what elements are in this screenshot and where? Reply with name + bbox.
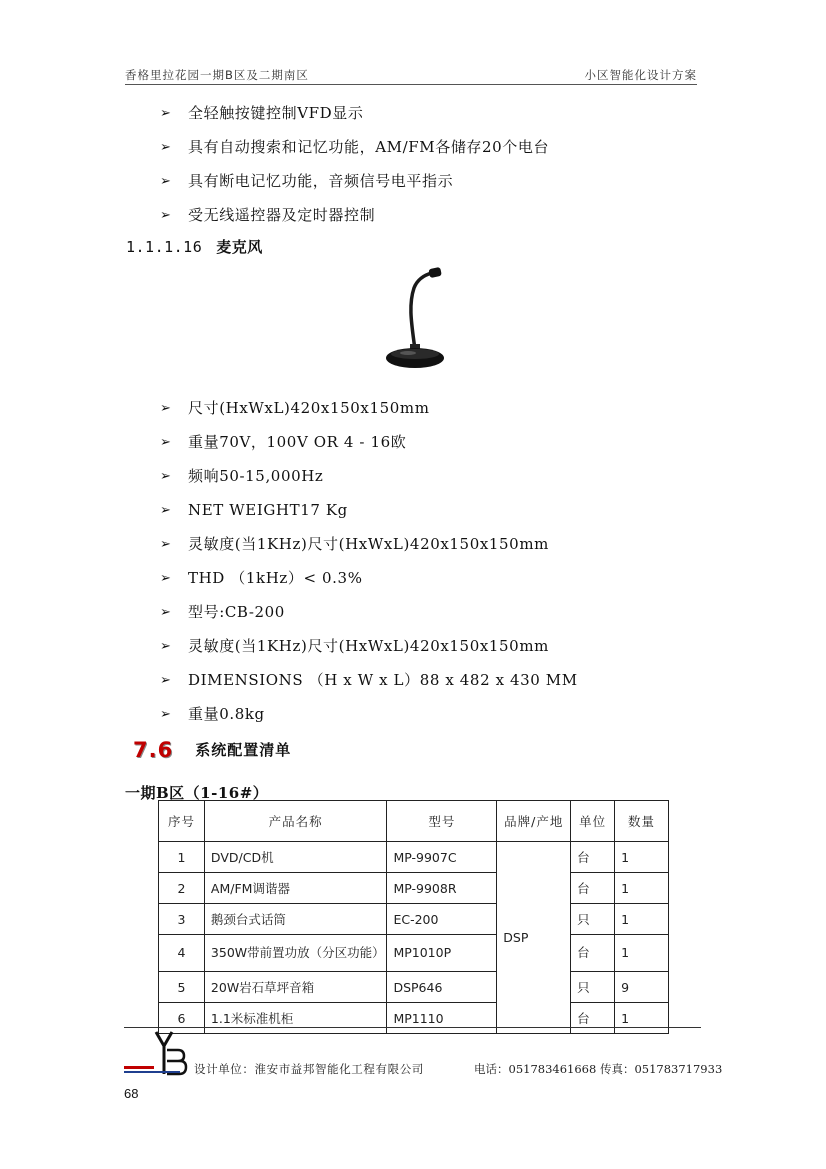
- section-title: 麦克风: [216, 238, 263, 256]
- config-table: [158, 800, 669, 1034]
- chapter-heading: [133, 738, 291, 762]
- cell-qty: 9: [615, 972, 669, 1003]
- cell-no: 5: [159, 972, 205, 1003]
- arrow-bullet-icon: ➢: [160, 106, 172, 121]
- cell-model: MP-9907C: [387, 842, 497, 873]
- cell-unit: 台: [571, 873, 615, 904]
- cell-unit: 台: [571, 842, 615, 873]
- company-logo: [124, 1030, 194, 1078]
- cell-name: 鹅颈台式话筒: [204, 904, 387, 935]
- cell-no: 2: [159, 873, 205, 904]
- footer-design-unit: 设计单位：淮安市益邦智能化工程有限公司: [194, 1062, 424, 1076]
- cell-name: DVD/CD机: [204, 842, 387, 873]
- cell-no: 1: [159, 842, 205, 873]
- cell-model: MP1110: [387, 1003, 497, 1034]
- arrow-bullet-icon: ➢: [160, 174, 172, 189]
- header-cell: 数量: [615, 801, 669, 842]
- arrow-bullet-icon: ➢: [160, 469, 172, 484]
- chapter-title: 系统配置清单: [195, 741, 292, 759]
- section-heading: [126, 236, 263, 257]
- cell-name: 1.1米标准机柜: [204, 1003, 387, 1034]
- cell-model: DSP646: [387, 972, 497, 1003]
- cell-qty: 1: [615, 1003, 669, 1034]
- page-header: [125, 64, 697, 85]
- arrow-bullet-icon: ➢: [160, 639, 172, 654]
- cell-qty: 1: [615, 935, 669, 972]
- header-cell: 单位: [571, 801, 615, 842]
- arrow-bullet-icon: ➢: [160, 435, 172, 450]
- cell-unit: 只: [571, 904, 615, 935]
- header-cell: 序号: [159, 801, 205, 842]
- table-row: [159, 935, 669, 972]
- arrow-bullet-icon: ➢: [160, 605, 172, 620]
- cell-brand: DSP: [497, 842, 571, 1034]
- cell-name: 20W岩石草坪音箱: [204, 972, 387, 1003]
- cell-no: 4: [159, 935, 205, 972]
- header-cell: 产品名称: [204, 801, 387, 842]
- table-header-row: [159, 801, 669, 842]
- cell-no: 6: [159, 1003, 205, 1034]
- page-number: 68: [124, 1086, 139, 1101]
- chapter-number: 7.6: [133, 738, 174, 762]
- cell-qty: 1: [615, 904, 669, 935]
- arrow-bullet-icon: ➢: [160, 503, 172, 518]
- microphone-image: [384, 266, 444, 370]
- header-cell: 型号: [387, 801, 497, 842]
- cell-model: EC-200: [387, 904, 497, 935]
- cell-unit: 台: [571, 935, 615, 972]
- header-project-name: 香格里拉花园一期B区及二期南区: [125, 68, 309, 82]
- header-doc-title: 小区智能化设计方案: [584, 68, 697, 82]
- footer-divider: [124, 1027, 701, 1028]
- arrow-bullet-icon: ➢: [160, 571, 172, 586]
- cell-name: AM/FM调谐器: [204, 873, 387, 904]
- footer-contact: 电话：051783461668 传真：051783717933: [474, 1062, 723, 1076]
- cell-unit: 台: [571, 1003, 615, 1034]
- arrow-bullet-icon: ➢: [160, 673, 172, 688]
- arrow-bullet-icon: ➢: [160, 537, 172, 552]
- cell-model: MP-9908R: [387, 873, 497, 904]
- arrow-bullet-icon: ➢: [160, 707, 172, 722]
- table-row: [159, 873, 669, 904]
- cell-unit: 只: [571, 972, 615, 1003]
- table-row: [159, 842, 669, 873]
- cell-model: MP1010P: [387, 935, 497, 972]
- cell-name: 350W带前置功放（分区功能）: [204, 935, 387, 972]
- cell-qty: 1: [615, 873, 669, 904]
- arrow-bullet-icon: ➢: [160, 208, 172, 223]
- table-row: [159, 904, 669, 935]
- cell-no: 3: [159, 904, 205, 935]
- header-cell: 品牌/产地: [497, 801, 571, 842]
- table-row: [159, 1003, 669, 1034]
- arrow-bullet-icon: ➢: [160, 140, 172, 155]
- table-row: [159, 972, 669, 1003]
- table-subheading: 一期B区（1-16#）: [125, 784, 269, 802]
- section-number: 1.1.1.16: [126, 238, 203, 256]
- cell-qty: 1: [615, 842, 669, 873]
- arrow-bullet-icon: ➢: [160, 401, 172, 416]
